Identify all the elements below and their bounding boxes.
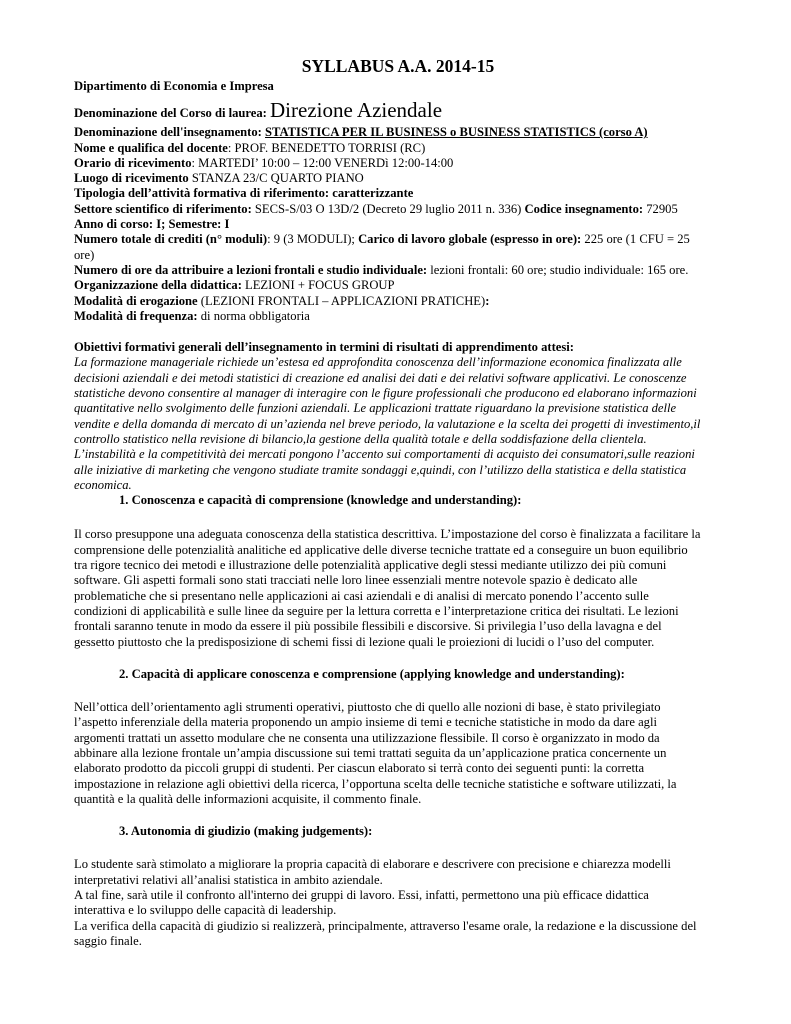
section-line: quantità e la qualità delle informazioni acquisite, il commento finale.	[74, 791, 422, 806]
section-1-text	[74, 527, 722, 649]
section-line: impostazione in relazione agli obiettivi della ricerca, l’opportuna scelta delle tecniche statistiche e software utilizzati, la	[74, 776, 677, 791]
section-line: gessetto piuttosto che la predisposizione di schemi fissi di lezione quali le proiezioni di lucidi o l’uso del computer.	[74, 634, 655, 649]
section-line: elaborato prodotto da piccoli gruppi di studenti. Per ciascun elaborato si terrà conto dei seguenti punti: la corretta	[74, 761, 645, 776]
section-1-heading: 1. Conoscenza e capacità di comprensione (knowledge and understanding):	[119, 493, 522, 508]
objectives-line: La formazione manageriale richiede un’estesa ed approfondita conoscenza dell’informazione economica finalizzata alle	[74, 355, 682, 370]
teacher-value: : PROF. BENEDETTO TORRISI (RC)	[227, 140, 426, 155]
office-hours-label: Orario di ricevimento	[74, 155, 192, 170]
course-name-row	[74, 98, 722, 125]
office-hours-value: : MARTEDI’ 10:00 – 12:00 VENERDì 12:00-14:00	[191, 155, 454, 170]
teaching-label: Denominazione dell'insegnamento:	[74, 125, 266, 140]
sector-row	[74, 202, 722, 217]
section-line: interpretativi relativi all’analisi statistica in ambito aziendale.	[74, 872, 383, 887]
activity-type-row: Tipologia dell’attività formativa di riferimento: caratterizzante	[74, 186, 414, 201]
organization-label: Organizzazione della didattica:	[74, 278, 246, 293]
workload-continuation: ore)	[74, 247, 95, 262]
section-line: A tal fine, sarà utile il confronto all'interno dei gruppi di lavoro. Essi, infatti, permettono una più efficace didattica	[74, 888, 649, 903]
teacher-row	[74, 141, 722, 156]
objectives-line: vendite e della domanda di mercato di un’azienda nel breve periodo, la valutazione e la scelta dei progetti di investimento,il	[74, 416, 701, 431]
delivery-row	[74, 294, 722, 309]
section-line: abbinare alla lezione frontale un’ampia discussione sui temi trattati seguita da un’applicazione pratica concernente un	[74, 745, 667, 760]
section-line: saggio finale.	[74, 933, 142, 948]
section-line: La verifica della capacità di giudizio si realizzerà, principalmente, attraverso l'esame orale, la redazione e la discussione del	[74, 918, 697, 933]
teaching-value: STATISTICA PER IL BUSINESS o BUSINESS STATISTICS (corso A)	[265, 125, 648, 140]
office-hours-row	[74, 156, 722, 171]
section-line: Nell’ottica dell’orientamento agli strumenti operativi, piuttosto che di quello alle nozioni di base, è stato privilegiato	[74, 700, 661, 715]
section-line: l’aspetto inferenziale della materia proponendo un ampio insieme di temi e tecniche statistiche in modo da dare agli	[74, 715, 657, 730]
delivery-suffix: :	[485, 293, 490, 308]
year-semester-row: Anno di corso: I; Semestre: I	[74, 217, 230, 232]
section-line: Lo studente sarà stimolato a migliorare la propria capacità di elaborare e descrivere con precisione e chiarezza modelli	[74, 857, 671, 872]
section-3-text	[74, 857, 722, 949]
course-code-label: Codice insegnamento:	[524, 201, 647, 216]
office-place-row	[74, 171, 722, 186]
section-line: software. Gli aspetti formali sono stati tracciati nelle loro linee essenziali mentre notevole spazio è dedicato alle	[74, 573, 638, 588]
section-line: Il corso presuppone una adeguata conoscenza della statistica descrittiva. L’impostazione del corso è finalizzata a facilitare la	[74, 527, 701, 542]
frequency-label: Modalità di frequenza:	[74, 308, 201, 323]
section-line: problematiche che si presentano nelle applicazioni ai casi aziendali e di analisi di mercato ponendo l’accento sulle	[74, 588, 649, 603]
delivery-value: (LEZIONI FRONTALI – APPLICAZIONI PRATICHE)	[200, 293, 486, 308]
section-line: tra rigore tecnico dei metodi e illustrazione delle potenzialità applicative degli stessi mediante utilizzo dei più comuni	[74, 558, 667, 573]
section-line: interattiva e lo sviluppo delle capacità di leadership.	[74, 903, 337, 918]
section-line: condizioni di applicabilità e sulle linee da seguire per la lettura corretta e l’interpretazione critica dei risultati. Le lezioni	[74, 603, 679, 618]
section-2-text	[74, 700, 722, 807]
credits-row	[74, 232, 722, 247]
sector-value: SECS-S/03 O 13D/2 (Decreto 29 luglio 2011 n. 336)	[254, 201, 525, 216]
frequency-row	[74, 309, 722, 324]
section-line: frontali saranno tenute in modo da essere il più possibile flessibili e discorsive. Si privilegia l’uso della lavagna e del	[74, 619, 662, 634]
objectives-line: decisioni aziendali e dei metodi statistici di creazione ed analisi dei dati e dei relativi software applicativi. Le conoscenze	[74, 370, 687, 385]
objectives-line: quantitative nello svolgimento delle funzioni aziendali. Le applicazioni trattate riguardano la previsione statistica delle	[74, 401, 677, 416]
objectives-line: L’instabilità e la competitività dei mercati pongono l’accento sui comportamenti di acquisto dei consumatori,sulle reazioni	[74, 447, 695, 462]
hours-split-label: Numero di ore da attribuire a lezioni frontali e studio individuale:	[74, 262, 431, 277]
workload-value: 225 ore (1 CFU = 25	[584, 232, 690, 247]
department-name: Dipartimento di Economia e Impresa	[74, 79, 274, 93]
section-3-heading: 3. Autonomia di giudizio (making judgements):	[119, 824, 373, 839]
objectives-line: statistiche devono consentire al manager di interagire con le figure professionali che producono ed elaborano informazioni	[74, 386, 697, 401]
section-line: argomenti trattati un assetto modulare che ne consenta una utilizzazione flessibile. Il corso è organizzato in modo da	[74, 730, 660, 745]
objectives-line: controllo statistico nella revisione di bilancio,la gestione della qualità totale e della soddisfazione della clientela.	[74, 431, 647, 446]
organization-value: LEZIONI + FOCUS GROUP	[245, 278, 395, 293]
hours-split-value: lezioni frontali: 60 ore; studio individuale: 165 ore.	[430, 262, 689, 277]
section-line: comprensione delle potenzialità analitiche ed applicative delle diverse tecniche trattate ed a conseguire un buon equilibrio	[74, 542, 688, 557]
credits-value: : 9 (3 MODULI);	[267, 232, 359, 247]
credits-label: Numero totale di crediti (n° moduli)	[74, 232, 268, 247]
organization-row	[74, 278, 722, 293]
sector-label: Settore scientifico di riferimento:	[74, 201, 255, 216]
teacher-label: Nome e qualifica del docente	[74, 140, 228, 155]
syllabus-page	[74, 55, 722, 949]
hours-split-row	[74, 263, 722, 278]
workload-label: Carico di lavoro globale (espresso in ore):	[358, 232, 585, 247]
objectives-heading: Obiettivi formativi generali dell’insegnamento in termini di risultati di apprendimento attesi:	[74, 340, 574, 355]
course-name-value: Direzione Aziendale	[270, 98, 443, 123]
objectives-text	[74, 355, 722, 493]
course-name-label: Denominazione del Corso di laurea:	[74, 106, 271, 121]
office-place-label: Luogo di ricevimento	[74, 171, 189, 186]
office-place-value: STANZA 23/C QUARTO PIANO	[188, 171, 364, 186]
page-title: SYLLABUS A.A. 2014-15	[301, 56, 495, 76]
objectives-line: alle iniziative di marketing che vengono studiate tramite sondaggi e,quindi, con l’utilizzo della statistica e della statistica	[74, 462, 687, 477]
section-2-heading: 2. Capacità di applicare conoscenza e comprensione (applying knowledge and understanding):	[119, 666, 625, 681]
teaching-row	[74, 125, 722, 140]
objectives-line: economica.	[74, 477, 132, 492]
frequency-value: di norma obbligatoria	[200, 308, 310, 323]
course-code-value: 72905	[646, 201, 678, 216]
delivery-label: Modalità di erogazione	[74, 293, 201, 308]
